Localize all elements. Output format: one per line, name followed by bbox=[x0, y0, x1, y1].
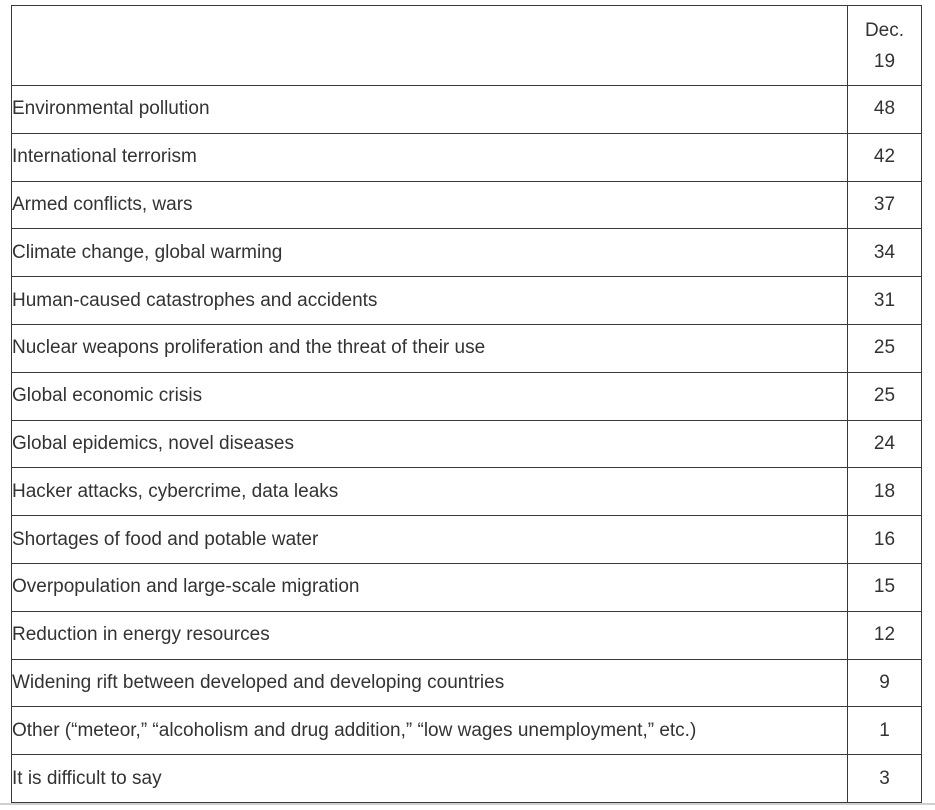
table-row bbox=[12, 563, 922, 611]
table-row bbox=[12, 659, 922, 707]
row-value: 25 bbox=[848, 372, 922, 420]
row-label: Global economic crisis bbox=[12, 372, 848, 420]
table-row bbox=[12, 133, 922, 181]
row-value: 42 bbox=[848, 133, 922, 181]
survey-table bbox=[11, 5, 922, 803]
row-value: 31 bbox=[848, 277, 922, 325]
row-label: Shortages of food and potable water bbox=[12, 516, 848, 564]
row-label: Hacker attacks, cybercrime, data leaks bbox=[12, 468, 848, 516]
row-label: Human-caused catastrophes and accidents bbox=[12, 277, 848, 325]
row-value: 3 bbox=[848, 755, 922, 803]
table-row bbox=[12, 707, 922, 755]
row-value: 37 bbox=[848, 181, 922, 229]
row-value: 25 bbox=[848, 324, 922, 372]
table-row bbox=[12, 755, 922, 803]
table-row bbox=[12, 229, 922, 277]
table-row bbox=[12, 420, 922, 468]
row-value: 48 bbox=[848, 86, 922, 134]
row-label: Global epidemics, novel diseases bbox=[12, 420, 848, 468]
row-value: 34 bbox=[848, 229, 922, 277]
row-value: 1 bbox=[848, 707, 922, 755]
row-value: 12 bbox=[848, 611, 922, 659]
row-label: Other (“meteor,” “alcoholism and drug addition,” “low wages unemployment,” etc.) bbox=[12, 707, 848, 755]
row-value: 16 bbox=[848, 516, 922, 564]
table-row bbox=[12, 372, 922, 420]
row-value: 18 bbox=[848, 468, 922, 516]
table-row bbox=[12, 516, 922, 564]
header-month: Dec. bbox=[864, 19, 905, 41]
header-date-cell bbox=[848, 6, 922, 86]
table-row bbox=[12, 181, 922, 229]
row-label: Overpopulation and large-scale migration bbox=[12, 563, 848, 611]
table-row bbox=[12, 277, 922, 325]
table-row bbox=[12, 468, 922, 516]
row-value: 9 bbox=[848, 659, 922, 707]
row-label: Nuclear weapons proliferation and the threat of their use bbox=[12, 324, 848, 372]
row-label: International terrorism bbox=[12, 133, 848, 181]
row-label: Reduction in energy resources bbox=[12, 611, 848, 659]
row-label: Armed conflicts, wars bbox=[12, 181, 848, 229]
header-year: 19 bbox=[873, 50, 896, 72]
table-row bbox=[12, 611, 922, 659]
row-label: Climate change, global warming bbox=[12, 229, 848, 277]
table-row bbox=[12, 324, 922, 372]
header-label-cell bbox=[12, 6, 848, 86]
table-header-row bbox=[12, 6, 922, 86]
row-label: It is difficult to say bbox=[12, 755, 848, 803]
table-row bbox=[12, 86, 922, 134]
row-value: 24 bbox=[848, 420, 922, 468]
bottom-divider bbox=[0, 803, 935, 805]
row-label: Environmental pollution bbox=[12, 86, 848, 134]
row-value: 15 bbox=[848, 563, 922, 611]
row-label: Widening rift between developed and developing countries bbox=[12, 659, 848, 707]
